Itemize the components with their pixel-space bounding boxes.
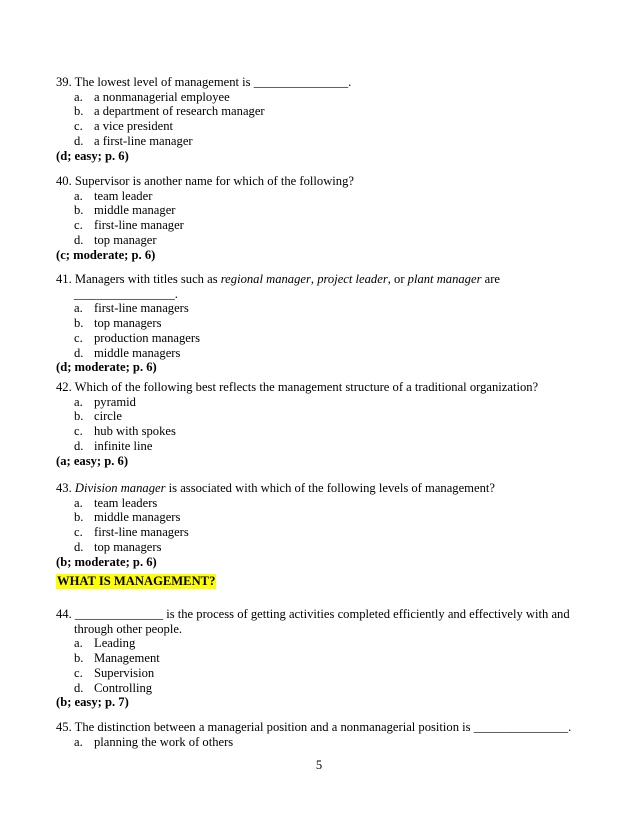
answer-option (56, 681, 582, 696)
answer-option (56, 395, 582, 410)
question-stem (56, 481, 582, 496)
stem-italic-text: regional manager (220, 272, 311, 286)
option-letter: c. (74, 330, 83, 345)
answer-option (56, 119, 582, 134)
option-text: first-line managers (94, 525, 189, 540)
stem-italic-text: Division manager (74, 481, 166, 495)
option-text: team leader (94, 188, 153, 203)
option-text: top managers (94, 539, 162, 554)
answer-key: (d; moderate; p. 6) (56, 360, 157, 375)
option-letter: d. (74, 438, 84, 453)
answer-option (56, 540, 582, 555)
option-text: circle (94, 409, 122, 424)
option-text: a vice president (94, 119, 174, 134)
question-43 (56, 481, 582, 569)
option-letter: c. (74, 525, 83, 540)
page-number: 5 (315, 758, 323, 772)
stem-continuation: through other people. (74, 621, 183, 636)
answer-option (56, 651, 582, 666)
option-text: pyramid (94, 394, 136, 409)
option-text: Management (94, 651, 160, 666)
option-letter: b. (74, 316, 84, 331)
question-stem: 42. Which of the following best reflects the management structure of a traditional organization? (56, 380, 539, 394)
answer-option (56, 409, 582, 424)
stem-text: 41. Managers with titles such as (56, 272, 221, 286)
option-letter: c. (74, 424, 83, 439)
option-text: top managers (94, 316, 162, 331)
option-letter: d. (74, 345, 84, 360)
option-text: team leaders (94, 495, 158, 510)
option-letter: c. (74, 218, 83, 233)
answer-option (56, 233, 582, 248)
answer-option (56, 218, 582, 233)
option-text: hub with spokes (94, 424, 176, 439)
option-letter: a. (74, 89, 83, 104)
option-letter: a. (74, 495, 83, 510)
option-text: Supervision (94, 665, 155, 680)
answer-option (56, 735, 582, 750)
question-45 (56, 720, 582, 749)
answer-option (56, 496, 582, 511)
section-heading: WHAT IS MANAGEMENT? (57, 574, 216, 588)
question-44 (56, 607, 582, 710)
answer-option (56, 510, 582, 525)
option-letter: c. (74, 665, 83, 680)
option-text: Leading (94, 636, 136, 651)
option-text: a first-line manager (94, 133, 193, 148)
answer-key: (b; moderate; p. 6) (56, 554, 157, 569)
stem-italic-text: plant manager (407, 272, 482, 286)
option-text: top manager (94, 232, 157, 247)
stem-text: 43. (56, 481, 75, 495)
option-text: first-line managers (94, 301, 189, 316)
question-stem (56, 272, 582, 287)
question-stem: 39. The lowest level of management is _______________. (56, 75, 352, 89)
option-text: production managers (94, 330, 200, 345)
option-letter: a. (74, 734, 83, 749)
answer-key: (c; moderate; p. 6) (56, 247, 156, 262)
option-text: infinite line (94, 438, 153, 453)
option-letter: b. (74, 409, 84, 424)
answer-option (56, 331, 582, 346)
option-letter: c. (74, 119, 83, 134)
option-letter: a. (74, 188, 83, 203)
option-letter: d. (74, 133, 84, 148)
answer-key: (a; easy; p. 6) (56, 453, 129, 468)
answer-option (56, 525, 582, 540)
option-letter: a. (74, 636, 83, 651)
stem-text: , or (387, 272, 408, 286)
answer-option (56, 90, 582, 105)
answer-option (56, 301, 582, 316)
answer-option (56, 104, 582, 119)
stem-text: , (310, 272, 318, 286)
option-letter: b. (74, 510, 84, 525)
stem-italic-text: project leader (317, 272, 388, 286)
option-letter: d. (74, 680, 84, 695)
answer-key: (b; easy; p. 7) (56, 695, 129, 710)
answer-option (56, 666, 582, 681)
stem-text: are (481, 272, 500, 286)
answer-option (56, 346, 582, 361)
answer-option (56, 189, 582, 204)
stem-text: is associated with which of the following levels of management? (165, 481, 495, 495)
option-text: Controlling (94, 680, 153, 695)
question-stem: 44. ______________ is the process of getting activities completed efficiently and effectively with and (56, 607, 570, 621)
answer-option (56, 424, 582, 439)
option-letter: d. (74, 232, 84, 247)
option-letter: b. (74, 104, 84, 119)
answer-option (56, 439, 582, 454)
question-41 (56, 272, 582, 375)
question-42 (56, 380, 582, 468)
question-39 (56, 75, 582, 163)
answer-key: (d; easy; p. 6) (56, 148, 129, 163)
option-text: middle manager (94, 203, 176, 218)
answer-option (56, 203, 582, 218)
option-letter: b. (74, 203, 84, 218)
option-letter: a. (74, 394, 83, 409)
option-text: middle managers (94, 510, 181, 525)
option-letter: a. (74, 301, 83, 316)
answer-option (56, 316, 582, 331)
option-text: first-line manager (94, 218, 184, 233)
option-text: a department of research manager (94, 104, 265, 119)
option-text: middle managers (94, 345, 181, 360)
option-letter: b. (74, 651, 84, 666)
stem-continuation: ________________. (74, 286, 178, 301)
question-stem: 45. The distinction between a managerial position and a nonmanagerial position is _______________. (56, 720, 572, 734)
option-text: a nonmanagerial employee (94, 89, 230, 104)
option-letter: d. (74, 539, 84, 554)
option-text: planning the work of others (94, 734, 234, 749)
question-40 (56, 174, 582, 262)
answer-option (56, 134, 582, 149)
answer-option (56, 636, 582, 651)
question-stem: 40. Supervisor is another name for which of the following? (56, 174, 354, 188)
